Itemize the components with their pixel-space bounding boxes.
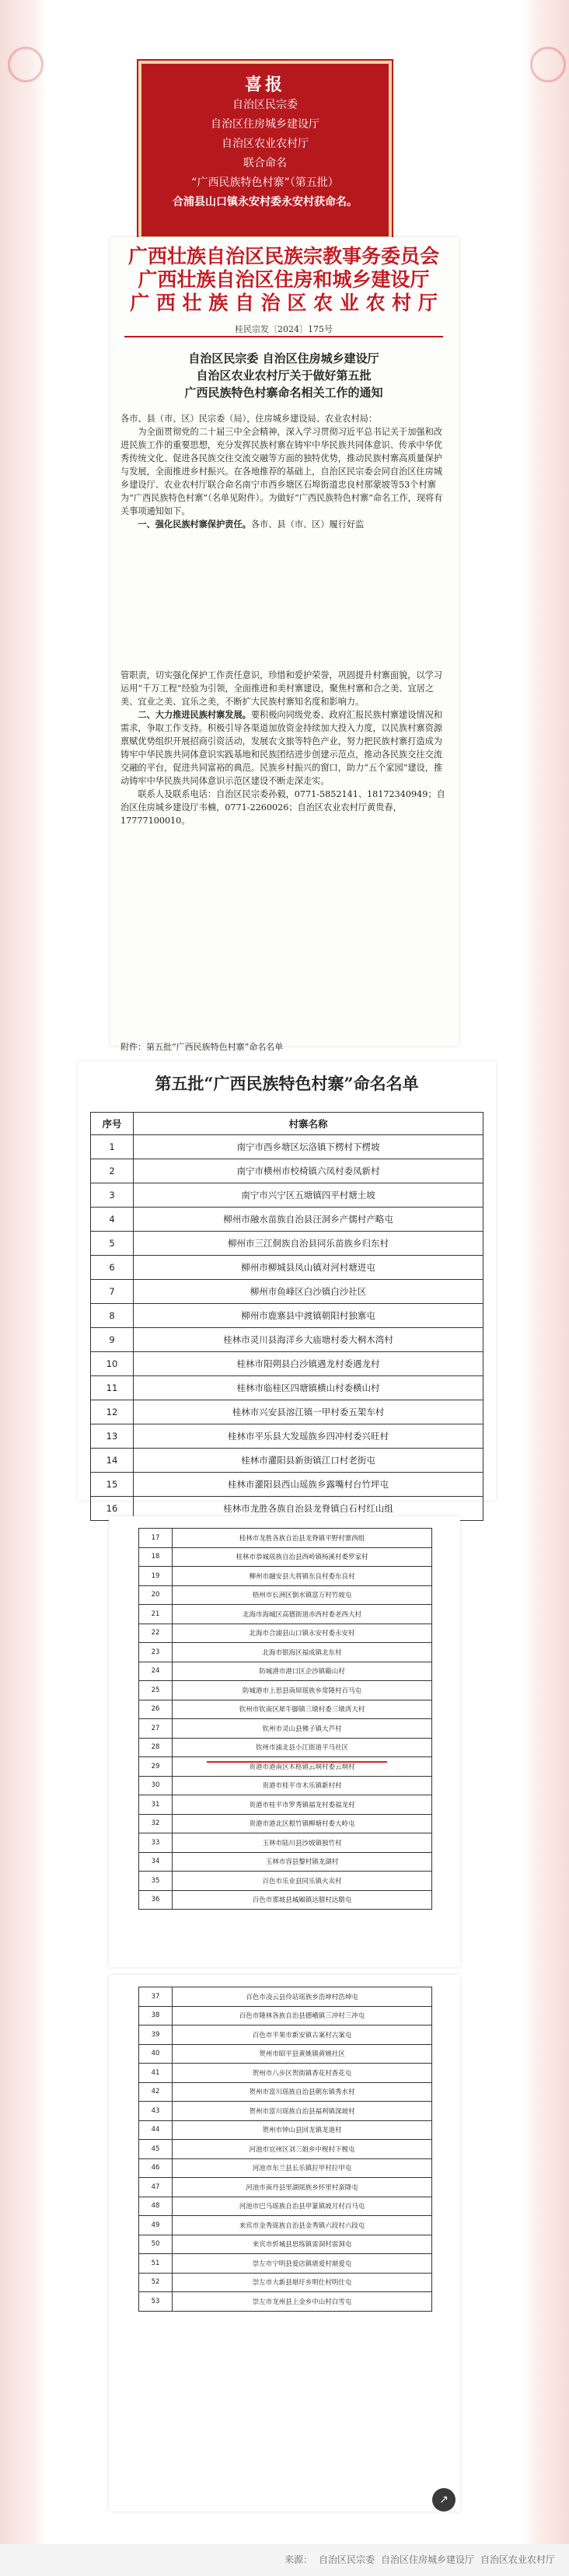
header-name: 村寨名称 <box>134 1113 483 1135</box>
row-index: 52 <box>139 2273 173 2292</box>
village-name: 贺州市八步区贺街镇香花村香花屯 <box>173 2064 432 2083</box>
source-bar <box>0 2544 569 2576</box>
table-row <box>139 1547 432 1567</box>
village-name: 崇左市龙州县上金乡中山村白雪屯 <box>173 2292 432 2312</box>
table-row <box>91 1135 483 1159</box>
row-index: 8 <box>91 1304 134 1328</box>
row-index: 18 <box>139 1547 173 1567</box>
table-row <box>139 2158 432 2178</box>
point2-text: 要积极向同级党委、政府汇报民族村寨建设情况和需求，争取工作支持。积极引导各渠道加放资金持续加大投入力度，以民族村寨资源禀赋优势组织开展招商引资活动，发展农文旅等特色产业，努力把民族村寨打造成为铸牢中华民族共同体意识实践基地和民族团结进步创建示范点，推动各民族交往交流交融的平台，促进共同富裕的典范。民族乡村振兴的窗口，助力“五个家园”建设，推动铸牢中华民族共同体意识示范区建设不断走深走实。 <box>120 710 443 786</box>
row-index: 45 <box>139 2140 173 2159</box>
row-index: 14 <box>91 1449 134 1473</box>
row-index: 6 <box>91 1256 134 1280</box>
table-row <box>91 1256 483 1280</box>
table-row <box>139 2235 432 2254</box>
row-index: 34 <box>139 1852 173 1872</box>
source-item: 自治区民宗委 <box>318 2554 375 2565</box>
village-name: 钦州市钦南区犀牛脚镇三墩村委三墩湾大村 <box>173 1700 432 1719</box>
table-row <box>139 1567 432 1586</box>
village-name: 百色市那坡县城厢镇达腊村达腊屯 <box>173 1890 432 1910</box>
row-index: 11 <box>91 1376 134 1400</box>
row-index: 49 <box>139 2216 173 2235</box>
village-name: 南宁市西乡塘区坛洛镇下楞村下楞坡 <box>134 1135 483 1159</box>
village-table-part2 <box>138 1528 432 1910</box>
table-row <box>139 1757 432 1777</box>
row-index: 24 <box>139 1662 173 1681</box>
banner-line: 联合命名 <box>243 157 287 170</box>
row-index: 44 <box>139 2120 173 2140</box>
table-row <box>139 1719 432 1739</box>
row-index: 48 <box>139 2197 173 2216</box>
agency-head: 广 西 壮 族 自 治 区 农 业 农 村 厅 <box>130 292 438 314</box>
village-name: 桂林市龙胜各族自治县龙脊镇平野村寨西组 <box>173 1529 432 1548</box>
table-row <box>91 1449 483 1473</box>
village-name: 崇左市宁明县爱店镇堪爱村堪爱屯 <box>173 2254 432 2274</box>
row-index: 15 <box>91 1473 134 1497</box>
village-name: 钦州市浦北县小江街道平马社区 <box>173 1738 432 1757</box>
table-row <box>139 1529 432 1548</box>
village-name: 贺州市昭平县黄姚镇黄姚社区 <box>173 2044 432 2064</box>
village-name: 南宁市横州市校椅镇六凤村委凤新村 <box>134 1159 483 1183</box>
row-index: 26 <box>139 1700 173 1719</box>
table-row <box>139 1814 432 1833</box>
row-index: 25 <box>139 1681 173 1700</box>
row-index: 41 <box>139 2064 173 2083</box>
decorative-corner-right <box>530 47 566 82</box>
table-row <box>139 1700 432 1719</box>
village-name: 桂林市灌阳县新街镇江口村老街屯 <box>134 1449 483 1473</box>
table-row <box>139 1795 432 1815</box>
village-name: 来宾市忻城县思练镇雷洞村雷洞屯 <box>173 2235 432 2254</box>
point1-continued: 管职责，切实强化保护工作责任意识，珍惜和爱护荣誉，巩固提升村寨面貌，以学习运用“千万工程”经验为引领，全面推进和美村寨建设，聚焦村寨和合之美、宜居之美、宜业之美、宜乐之美，不断扩大民族村寨知名度和影响力。 <box>120 670 442 707</box>
village-name: 柳州市融安县大将镇东良村委东良村 <box>173 1567 432 1586</box>
table-row <box>139 2140 432 2159</box>
source-label: 来源： <box>284 2554 312 2565</box>
row-index: 5 <box>91 1232 134 1256</box>
table-row <box>139 1681 432 1700</box>
table-row <box>139 1987 432 2007</box>
title-line: 广西民族特色村寨命名相关工作的通知 <box>184 386 383 400</box>
banner-line: 自治区农业农村厅 <box>222 138 309 150</box>
table-row <box>139 1643 432 1662</box>
row-index: 23 <box>139 1643 173 1662</box>
table-row <box>139 2120 432 2140</box>
row-index: 37 <box>139 1987 173 2007</box>
table-row <box>139 2025 432 2045</box>
row-index: 39 <box>139 2025 173 2045</box>
table-row <box>139 1738 432 1757</box>
table-row <box>139 2082 432 2102</box>
document-number: 桂民宗发〔2024〕175号 <box>235 324 333 334</box>
row-index: 17 <box>139 1529 173 1548</box>
village-name: 贵港市港南区木格镇云垌村委云垌村 <box>173 1757 432 1777</box>
village-name: 柳州市鹿寨县中渡镇朝阳村独寨屯 <box>134 1304 483 1328</box>
village-name: 河池市东兰县长乐镇拉甲村拉甲屯 <box>173 2158 432 2178</box>
village-name: 桂林市平乐县大发瑶族乡四冲村委兴旺村 <box>134 1424 483 1449</box>
contacts-paragraph: 联系人及联系电话：自治区民宗委孙毅，0771-5852141、18172340949；自治区住房城乡建设厅韦楠，0771-2260026；自治区农业农村厅黄贵春，17777100010。 <box>120 789 445 826</box>
village-name: 北海市海城区高德街道赤西村委老西大村 <box>173 1605 432 1624</box>
table-row <box>91 1376 483 1400</box>
row-index: 51 <box>139 2254 173 2274</box>
row-index: 20 <box>139 1585 173 1605</box>
village-name: 柳州市融水苗族自治县汪洞乡产儒村产略屯 <box>134 1208 483 1232</box>
header-index: 序号 <box>91 1113 134 1135</box>
row-index: 43 <box>139 2102 173 2121</box>
village-name: 梧州市长洲区倒水镇富万村竹坡屯 <box>173 1585 432 1605</box>
salutation: 各市、县（市、区）民宗委（局），住房城乡建设局、农业农村局： <box>120 414 378 424</box>
table-row <box>139 1585 432 1605</box>
point2-heading: 二、大力推进民族村寨发展。 <box>138 709 251 720</box>
row-index: 16 <box>91 1497 134 1521</box>
row-index: 19 <box>139 1567 173 1586</box>
table-row <box>91 1400 483 1424</box>
village-name: 桂林市恭城瑶族自治县西岭镇杨溪村委罗家村 <box>173 1547 432 1567</box>
row-index: 32 <box>139 1814 173 1833</box>
row-index: 36 <box>139 1890 173 1910</box>
village-name: 防城港市港口区企沙镇簕山村 <box>173 1662 432 1681</box>
row-index: 12 <box>91 1400 134 1424</box>
village-name: 玉林市容县黎村镇龙湖村 <box>173 1852 432 1872</box>
table-row <box>91 1352 483 1376</box>
table-row <box>139 2292 432 2312</box>
row-index: 4 <box>91 1208 134 1232</box>
row-index: 10 <box>91 1352 134 1376</box>
row-index: 1 <box>91 1135 134 1159</box>
table-row <box>139 2102 432 2121</box>
banner-line: 自治区民宗委 <box>232 99 298 111</box>
table-row <box>139 1776 432 1795</box>
table-row <box>139 1624 432 1643</box>
banner-line: 自治区住房城乡建设厅 <box>211 118 319 131</box>
share-icon[interactable]: ↗ <box>432 2488 456 2511</box>
row-index: 33 <box>139 1833 173 1853</box>
village-name: 玉林市陆川县沙坡镇独竹村 <box>173 1833 432 1853</box>
table-row <box>91 1328 483 1352</box>
table-row <box>91 1232 483 1256</box>
row-index: 38 <box>139 2006 173 2025</box>
village-name: 桂林市阳朔县白沙镇遇龙村委遇龙村 <box>134 1352 483 1376</box>
table-row <box>139 1662 432 1681</box>
village-name: 百色市乐业县同乐镇火卖村 <box>173 1872 432 1891</box>
table-row <box>139 2197 432 2216</box>
document-title <box>117 350 451 401</box>
village-name: 柳州市三江侗族自治县同乐苗族乡归东村 <box>134 1232 483 1256</box>
row-index: 27 <box>139 1719 173 1739</box>
good-news-banner <box>138 61 392 239</box>
row-index: 30 <box>139 1776 173 1795</box>
village-table-part1 <box>90 1112 483 1521</box>
agency-head: 广西壮族自治区民族宗教事务委员会 <box>127 245 439 267</box>
village-name: 百色市平果市新安镇古案村古案屯 <box>173 2025 432 2045</box>
row-index: 13 <box>91 1424 134 1449</box>
table-header-row <box>91 1113 483 1135</box>
village-name: 桂林市灌阳县西山瑶族乡露嘴村台竹坪屯 <box>134 1473 483 1497</box>
table-row <box>91 1304 483 1328</box>
row-index: 50 <box>139 2235 173 2254</box>
table-row <box>91 1208 483 1232</box>
row-index: 2 <box>91 1159 134 1183</box>
issuing-agencies <box>117 245 451 315</box>
table-row <box>91 1183 483 1208</box>
table-row <box>91 1280 483 1304</box>
agency-head: 广西壮族自治区住房和城乡建设厅 <box>138 268 430 291</box>
row-index: 22 <box>139 1624 173 1643</box>
village-name: 南宁市兴宁区五塘镇四平村塘土坡 <box>134 1183 483 1208</box>
table-row <box>139 1833 432 1853</box>
row-index: 7 <box>91 1280 134 1304</box>
table-row <box>91 1159 483 1183</box>
list-title: 第五批“广西民族特色村寨”命名名单 <box>155 1074 419 1093</box>
table-row <box>139 2254 432 2274</box>
village-table-part3 <box>138 1987 432 2312</box>
village-name: 北海市合浦县山口镇永安村委永安村 <box>173 1624 432 1643</box>
point1-first-line <box>120 518 447 531</box>
table-row <box>139 1605 432 1624</box>
village-name: 贺州市钟山县回龙镇龙道村 <box>173 2120 432 2140</box>
village-name: 百色市凌云县伶站瑶族乡浩坤村浩坤屯 <box>173 1987 432 2007</box>
point2-paragraph <box>120 708 447 788</box>
source-item: 自治区住房城乡建设厅 <box>380 2554 474 2565</box>
village-name: 来宾市金秀瑶族自治县金秀镇六段村六段屯 <box>173 2216 432 2235</box>
banner-line: “广西民族特色村寨”（第五批） <box>191 177 339 189</box>
row-index: 42 <box>139 2082 173 2102</box>
row-index: 3 <box>91 1183 134 1208</box>
village-name: 贺州市富川瑶族自治县福利镇深坡村 <box>173 2102 432 2121</box>
village-name: 崇左市大新县堪圩乡明仕村明仕屯 <box>173 2273 432 2292</box>
table-row <box>139 2044 432 2064</box>
village-name: 河池市宜州区刘三姐乡中枧村下枧屯 <box>173 2140 432 2159</box>
village-name: 柳州市柳城县凤山镇对河村塘进屯 <box>134 1256 483 1280</box>
row-index: 28 <box>139 1738 173 1757</box>
village-name: 贵港市桂平市木乐镇新村村 <box>173 1776 432 1795</box>
row-index: 40 <box>139 2044 173 2064</box>
row-index: 21 <box>139 1605 173 1624</box>
source-item: 自治区农业农村厅 <box>480 2554 555 2565</box>
table-row <box>139 2273 432 2292</box>
highlight-underline <box>207 1761 387 1763</box>
village-name: 河池市南丹县里湖瑶族乡怀里村蛮降屯 <box>173 2178 432 2197</box>
table-row <box>91 1424 483 1449</box>
village-name: 贵港市桂平市罗秀镇福龙村委福龙村 <box>173 1795 432 1815</box>
village-name: 钦州市灵山县佛子镇大芦村 <box>173 1719 432 1739</box>
village-name: 桂林市龙胜各族自治县龙脊镇白石村红山组 <box>134 1497 483 1521</box>
document-body-bottom <box>120 669 447 827</box>
row-index: 9 <box>91 1328 134 1352</box>
row-index: 35 <box>139 1872 173 1891</box>
intro-paragraph: 为全面贯彻党的二十届三中全会精神，深入学习贯彻习近平总书记关于加强和改进民族工作的重要思想，充分发挥民族村寨在铸牢中华民族共同体意识、传承中华优秀传统文化、促进各民族交往交流交融等方面的独特优势，推动民族村寨高质量保护与发展，全面推进乡村振兴。在各地推荐的基础上，自治区民宗委会同自治区住房城乡建设厅、农业农村厅联合命名南宁市西乡塘区石埠街道忠良村那蒙坡等53个村寨为“广西民族特色村寨”（名单见附件）。为做好“广西民族特色村寨”命名工作，现将有关事项通知如下。 <box>120 427 443 516</box>
table-row <box>139 1852 432 1872</box>
table-row <box>139 2178 432 2197</box>
document-body-top <box>120 412 447 531</box>
table-row <box>139 2064 432 2083</box>
village-name: 贵港市港北区根竹镇柳塘村委大岭屯 <box>173 1814 432 1833</box>
title-line: 自治区农业农村厅关于做好第五批 <box>196 369 372 383</box>
row-index: 29 <box>139 1757 173 1777</box>
point1-text: 各市、县（市、区）履行好监 <box>250 519 365 530</box>
village-name: 北海市银海区福成镇北东村 <box>173 1643 432 1662</box>
village-name: 百色市隆林各族自治县德峨镇三冲村三冲屯 <box>173 2006 432 2025</box>
row-index: 47 <box>139 2178 173 2197</box>
decorative-corner-left <box>8 47 44 82</box>
row-index: 53 <box>139 2292 173 2312</box>
table-row <box>139 1872 432 1891</box>
village-name: 防城港市上思县南屏瑶族乡常隆村百马屯 <box>173 1681 432 1700</box>
title-line: 自治区民宗委 自治区住房城乡建设厅 <box>188 351 379 365</box>
banner-line: 合浦县山口镇永安村委永安村获命名。 <box>173 196 358 208</box>
table-row <box>91 1473 483 1497</box>
table-row <box>139 2006 432 2025</box>
row-index: 46 <box>139 2158 173 2178</box>
table-row <box>139 2216 432 2235</box>
village-name: 贺州市富川瑶族自治县朝东镇秀水村 <box>173 2082 432 2102</box>
annex-label: 附件：第五批“广西民族特色村寨”命名名单 <box>120 1042 284 1052</box>
red-divider <box>124 336 443 337</box>
village-name: 桂林市临桂区四塘镇横山村委横山村 <box>134 1376 483 1400</box>
village-name: 河池市巴马瑶族自治县甲篆镇坡月村百马屯 <box>173 2197 432 2216</box>
village-name: 桂林市灵川县海洋乡大庙塘村委大桐木湾村 <box>134 1328 483 1352</box>
village-name: 桂林市兴安县溶江镇一甲村委五架车村 <box>134 1400 483 1424</box>
row-index: 31 <box>139 1795 173 1815</box>
banner-title: 喜报 <box>244 75 285 95</box>
table-row <box>139 1890 432 1910</box>
point1-heading: 一、强化民族村寨保护责任。 <box>138 519 251 530</box>
village-name: 柳州市鱼峰区白沙镇白沙社区 <box>134 1280 483 1304</box>
